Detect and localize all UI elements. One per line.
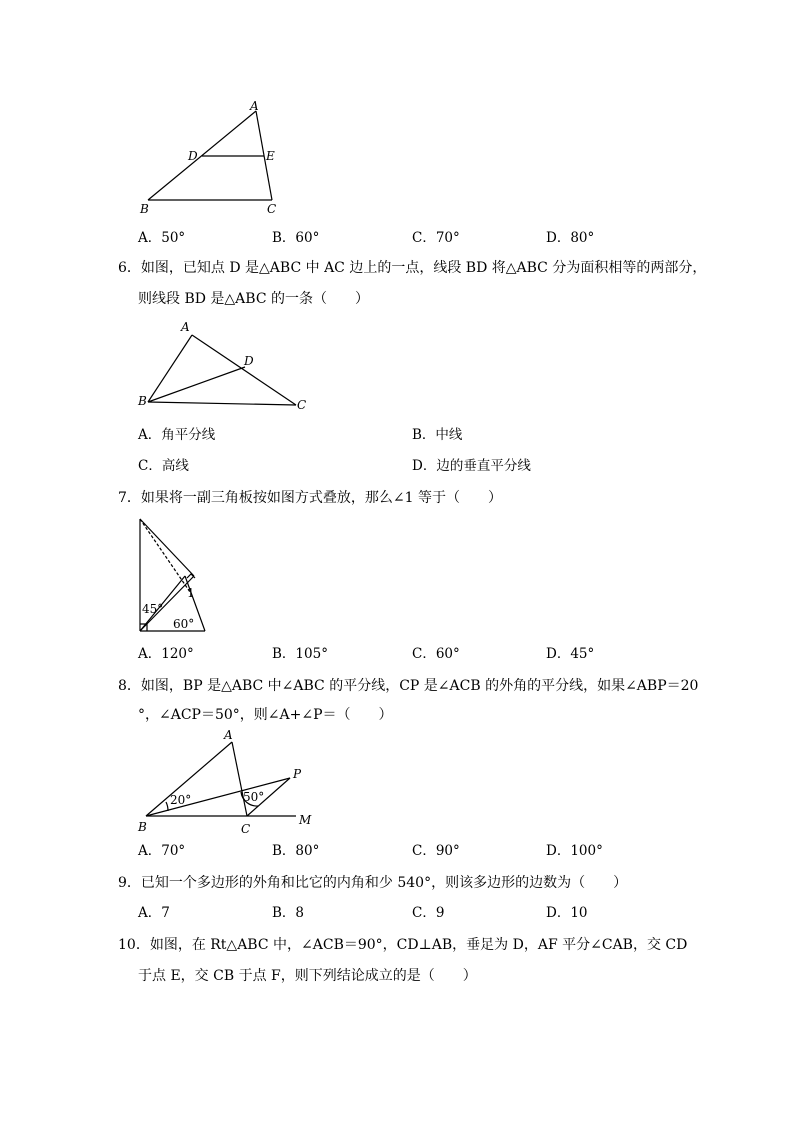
q8-text-line2: °，∠ACP＝50°，则∠A+∠P＝（ ） xyxy=(138,707,393,723)
q10-text-line2: 于点 E，交 CB 于点 F，则下列结论成立的是（ ） xyxy=(138,968,477,984)
q7-option-b[interactable]: B．105° xyxy=(272,646,328,662)
label-B: B xyxy=(138,820,147,834)
label-A: A xyxy=(224,728,233,742)
q9-option-c[interactable]: C．9 xyxy=(412,905,445,921)
q7-text-line1: 7．如果将一副三角板按如图方式叠放，那么∠1 等于（ ） xyxy=(118,490,502,506)
label-E: E xyxy=(266,149,275,163)
label-A: A xyxy=(250,99,259,113)
q5-option-b[interactable]: B．60° xyxy=(272,230,320,246)
q8-option-a[interactable]: A．70° xyxy=(138,843,186,859)
label-A: A xyxy=(181,320,190,334)
label-angle-20: 20° xyxy=(170,793,192,807)
q9-option-d[interactable]: D．10 xyxy=(546,905,588,921)
q5-option-a[interactable]: A．50° xyxy=(138,230,186,246)
label-C: C xyxy=(241,822,251,836)
q5-option-c[interactable]: C．70° xyxy=(412,230,460,246)
label-M: M xyxy=(299,813,312,827)
q8-option-c[interactable]: C．90° xyxy=(412,843,460,859)
label-C: C xyxy=(297,398,307,412)
label-D: D xyxy=(188,149,198,163)
label-angle-50: 50° xyxy=(243,790,265,804)
q6-option-c[interactable]: C．高线 xyxy=(138,458,189,474)
label-angle-1: 1 xyxy=(187,586,195,600)
q6-option-d[interactable]: D．边的垂直平分线 xyxy=(412,458,531,474)
q6-option-a[interactable]: A．角平分线 xyxy=(138,427,216,443)
q9-text-line1: 9．已知一个多边形的外角和比它的内角和少 540°，则该多边形的边数为（ ） xyxy=(118,875,628,891)
q10-text-line1: 10．如图，在 Rt△ABC 中，∠ACB＝90°，CD⊥AB，垂足为 D，AF 平分∠CAB，交 CD xyxy=(118,937,688,953)
q8-option-d[interactable]: D．100° xyxy=(546,843,603,859)
label-B: B xyxy=(138,394,147,408)
q8-option-b[interactable]: B．80° xyxy=(272,843,320,859)
q8-text-line1: 8．如图，BP 是△ABC 中∠ABC 的平分线，CP 是∠ACB 的外角的平分线，如果∠ABP＝20 xyxy=(118,678,699,694)
label-C: C xyxy=(267,202,277,216)
q5-option-d[interactable]: D．80° xyxy=(546,230,595,246)
label-P: P xyxy=(293,767,302,781)
label-B: B xyxy=(140,202,149,216)
label-angle-45: 45° xyxy=(142,602,164,616)
q7-option-d[interactable]: D．45° xyxy=(546,646,595,662)
q6-option-b[interactable]: B．中线 xyxy=(412,427,463,443)
q9-option-a[interactable]: A．7 xyxy=(138,905,170,921)
q7-option-a[interactable]: A．120° xyxy=(138,646,194,662)
q6-text-line2: 则线段 BD 是△ABC 的一条（ ） xyxy=(138,291,369,307)
label-D: D xyxy=(244,354,254,368)
label-angle-60: 60° xyxy=(173,617,195,631)
q9-option-b[interactable]: B．8 xyxy=(272,905,305,921)
q6-text-line1: 6．如图，已知点 D 是△ABC 中 AC 边上的一点，线段 BD 将△ABC 分为面积相等的两部分， xyxy=(118,260,707,276)
q7-option-c[interactable]: C．60° xyxy=(412,646,460,662)
